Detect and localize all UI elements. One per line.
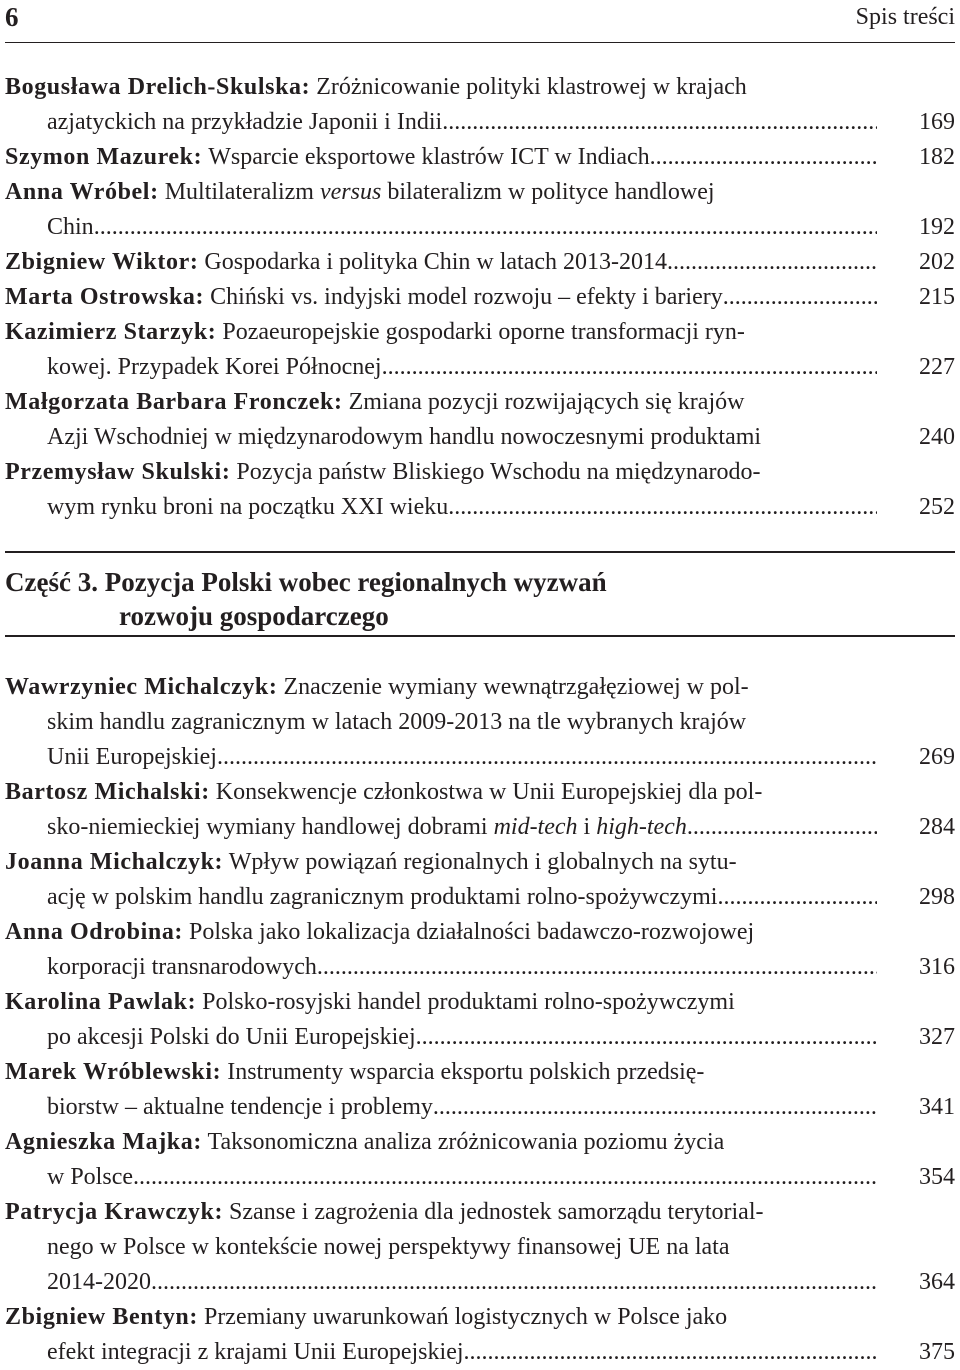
toc-entry[interactable] <box>5 140 955 175</box>
leader-dots <box>94 210 877 245</box>
section-title-line1: Pozycja Polski wobec regionalnych wyzwań <box>104 567 607 597</box>
toc-title: Zmiana pozycji rozwijających się krajów <box>348 389 745 415</box>
toc-list-part-a <box>5 70 955 525</box>
toc-title: korporacji transnarodowych <box>47 954 317 980</box>
leader-dots <box>433 1090 877 1125</box>
toc-page: 298 <box>919 884 955 910</box>
toc-entry[interactable] <box>5 775 955 845</box>
toc-title: Multilateralizm <box>164 179 314 205</box>
toc-page: 341 <box>919 1094 955 1120</box>
toc-title: Polska jako lokalizacja działalności badawczo-rozwojowej <box>189 919 755 945</box>
leader-dots <box>151 1265 877 1300</box>
leader-dots <box>448 490 877 525</box>
toc-list-part-b <box>5 670 955 1370</box>
toc-entry[interactable] <box>5 915 955 985</box>
toc-author: Patrycja Krawczyk: <box>5 1199 224 1225</box>
toc-title-italic: mid-tech <box>493 814 578 840</box>
toc-title: 2014-2020 <box>47 1269 151 1295</box>
toc-title: Unii Europejskiej <box>47 744 217 770</box>
section-label: Część 3. <box>5 567 98 597</box>
toc-entry[interactable] <box>5 985 955 1055</box>
toc-entry[interactable] <box>5 845 955 915</box>
toc-author: Marta Ostrowska: <box>5 284 205 310</box>
toc-title: ację w polskim handlu zagranicznym produktami rolno-spożywczymi <box>47 884 718 910</box>
toc-entry[interactable] <box>5 70 955 140</box>
toc-page: 316 <box>919 954 955 980</box>
toc-author: Anna Odrobina: <box>5 919 184 945</box>
leader-dots <box>687 810 877 845</box>
toc-entry[interactable] <box>5 1195 955 1300</box>
toc-author: Bartosz Michalski: <box>5 779 210 805</box>
leader-dots <box>317 950 877 985</box>
toc-page: 227 <box>919 354 955 380</box>
page-header <box>5 0 955 43</box>
toc-title: Przemiany uwarunkowań logistycznych w Polsce jako <box>203 1304 728 1330</box>
toc-author: Przemysław Skulski: <box>5 459 231 485</box>
toc-title: Pozycja państw Bliskiego Wschodu na międzynarodo- <box>236 459 761 485</box>
toc-page: 169 <box>919 109 955 135</box>
toc-title: Znaczenie wymiany wewnątrzgałęziowej w pol- <box>283 674 749 700</box>
toc-title: Chin <box>47 214 94 240</box>
toc-author: Agnieszka Majka: <box>5 1129 202 1155</box>
toc-title: Azji Wschodniej w międzynarodowym handlu nowoczesnymi produktami <box>47 424 762 450</box>
toc-title: Chiński vs. indyjski model rozwoju – efekty i bariery <box>210 284 723 310</box>
toc-title: Pozaeuropejskie gospodarki oporne transformacji ryn- <box>222 319 745 345</box>
toc-page: 327 <box>919 1024 955 1050</box>
toc-entry[interactable] <box>5 385 955 455</box>
toc-page: 284 <box>919 814 955 840</box>
toc-author: Szymon Mazurek: <box>5 144 203 170</box>
toc-title: skim handlu zagranicznym w latach 2009-2013 na tle wybranych krajów <box>47 709 747 735</box>
toc-entry[interactable] <box>5 1125 955 1195</box>
toc-author: Joanna Michalczyk: <box>5 849 224 875</box>
toc-author: Karolina Pawlak: <box>5 989 197 1015</box>
toc-page: 182 <box>919 144 955 170</box>
toc-entry[interactable] <box>5 455 955 525</box>
toc-title: i <box>583 814 591 840</box>
leader-dots <box>717 880 877 915</box>
toc-entry[interactable] <box>5 1300 955 1370</box>
section-heading <box>5 551 955 637</box>
toc-title: Taksonomiczna analiza zróżnicowania poziomu życia <box>207 1129 725 1155</box>
toc-page: 240 <box>919 424 955 450</box>
toc-entry[interactable] <box>5 1055 955 1125</box>
toc-page: 364 <box>919 1269 955 1295</box>
toc-title: Instrumenty wsparcia eksportu polskich przedsię- <box>227 1059 705 1085</box>
toc-page: 375 <box>919 1339 955 1365</box>
running-title: Spis treści <box>855 4 955 30</box>
toc-page: 354 <box>919 1164 955 1190</box>
toc-author: Wawrzyniec Michalczyk: <box>5 674 278 700</box>
toc-entry[interactable] <box>5 175 955 245</box>
toc-title-italic: versus <box>319 179 382 205</box>
toc-author: Anna Wróbel: <box>5 179 159 205</box>
toc-entry[interactable] <box>5 280 955 315</box>
toc-title: Wpływ powiązań regionalnych i globalnych na sytu- <box>228 849 737 875</box>
toc-page: 202 <box>919 249 955 275</box>
leader-dots <box>650 140 877 175</box>
toc-title: wym rynku broni na początku XXI wieku <box>47 494 449 520</box>
toc-entry[interactable] <box>5 245 955 280</box>
toc-entry[interactable] <box>5 670 955 775</box>
section-title-line2: rozwoju gospodarczego <box>119 601 389 631</box>
toc-page: 192 <box>919 214 955 240</box>
toc-author: Bogusława Drelich-Skulska: <box>5 74 311 100</box>
leader-dots <box>416 1020 877 1055</box>
toc-author: Kazimierz Starzyk: <box>5 319 217 345</box>
toc-page: 215 <box>919 284 955 310</box>
toc-author: Marek Wróblewski: <box>5 1059 222 1085</box>
toc-title: Gospodarka i polityka Chin w latach 2013-2014 <box>204 249 668 275</box>
leader-dots <box>217 740 877 775</box>
toc-title-italic: high-tech <box>596 814 687 840</box>
toc-author: Małgorzata Barbara Fronczek: <box>5 389 343 415</box>
leader-dots <box>382 350 877 385</box>
toc-title: nego w Polsce w kontekście nowej perspektywy finansowej UE na lata <box>47 1234 730 1260</box>
toc-page: 269 <box>919 744 955 770</box>
leader-dots <box>464 1335 877 1370</box>
toc-title: biorstw – aktualne tendencje i problemy <box>47 1094 433 1120</box>
toc-page: 252 <box>919 494 955 520</box>
page-number: 6 <box>5 2 19 32</box>
toc-title: azjatyckich na przykładzie Japonii i Indii <box>47 109 443 135</box>
toc-title: Wsparcie eksportowe klastrów ICT w Indiach <box>208 144 650 170</box>
toc-title: po akcesji Polski do Unii Europejskiej <box>47 1024 416 1050</box>
leader-dots <box>667 245 877 280</box>
toc-title: Polsko-rosyjski handel produktami rolno-spożywczymi <box>202 989 735 1015</box>
toc-title: w Polsce <box>47 1164 133 1190</box>
toc-title: Szanse i zagrożenia dla jednostek samorządu terytorial- <box>229 1199 764 1225</box>
toc-title: Konsekwencje członkostwa w Unii Europejskiej dla pol- <box>215 779 763 805</box>
toc-title: Zróżnicowanie polityki klastrowej w krajach <box>316 74 747 100</box>
toc-author: Zbigniew Wiktor: <box>5 249 199 275</box>
leader-dots <box>723 280 877 315</box>
toc-entry[interactable] <box>5 315 955 385</box>
toc-title: kowej. Przypadek Korei Północnej <box>47 354 382 380</box>
toc-title: bilateralizm w polityce handlowej <box>387 179 715 205</box>
toc-title: sko-niemieckiej wymiany handlowej dobrami <box>47 814 488 840</box>
toc-author: Zbigniew Bentyn: <box>5 1304 198 1330</box>
leader-dots <box>133 1160 877 1195</box>
toc-title: efekt integracji z krajami Unii Europejskiej <box>47 1339 464 1365</box>
leader-dots <box>442 105 877 140</box>
